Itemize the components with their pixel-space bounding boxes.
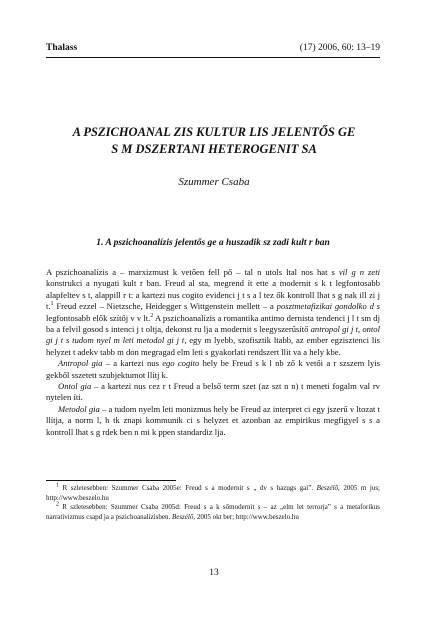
italic-text: Beszélő — [171, 512, 194, 521]
italic-text: vil g n zeti — [338, 267, 380, 277]
section-heading: 1. A pszichoanalízis jelentős ge a huszadik sz zadi kult r ban — [96, 238, 330, 248]
footnote-2 — [46, 503, 380, 522]
italic-text: antropol gi j t, ontol gi j t s tudom nyel m leti metodol gi j t — [46, 324, 380, 346]
footnote-ref: 2 — [150, 312, 154, 319]
footnote-1 — [46, 484, 380, 503]
italic-text: Beszélő — [316, 484, 339, 492]
text-run: , egy m lyebb, szofisztik ltabb, az ember egzisztenci lis helyzet t adekv tabb m don megragad elm leti s gyakorlati rendszert llít va a hely kbe. — [46, 335, 380, 357]
paragraph-4 — [46, 404, 380, 438]
italic-text: Antropol gia — [58, 358, 103, 369]
body-text — [46, 267, 380, 438]
text-run: A pszichoanalízis a – marxizmust k vetően fell pő – tal n utols ltal nos hat s — [46, 267, 339, 277]
author-name: Szummer Csaba — [178, 176, 250, 188]
italic-text: posztmetafizikai gondolko d s — [276, 301, 380, 312]
text-run: , 2005 m jus; http://www.beszelo.hu — [46, 484, 380, 502]
italic-text: Metodol gia — [58, 403, 100, 414]
footnote-number: 1 — [56, 482, 59, 489]
text-run: A pszichoanalízis a romantika antimo dernista tendenci j l t sm dj ba a felvil gosod s intenci j t oltja, dekonst ru lja a modernit s leegyszerűsítő — [46, 312, 380, 335]
text-run: – a tudom nyelm leti monizmus hely be Freud az interpret ci egy jszerű v ltozat t llítja, a norm l, h tk znapi kommunik ci s helyzet et azonban az empirikus megfigyel s s a kontroll lhat s g rdek ben n mi k ppen standardiz lja. — [46, 403, 380, 437]
paragraph-2 — [46, 358, 380, 381]
footnotes — [46, 484, 380, 522]
text-run: R szletesebben: Szummer Csaba 2005d: Freud s a k sőmodernit s – az „elm let terrorja” s a metaforikus narratívizmus csapd ja a pszichoanalízisben. — [46, 503, 380, 521]
text-run: Freud ezzel – Nietzsche, Heidegger s Wittgenstein mellett – a — [53, 301, 277, 312]
text-run: hely be Freud s k l nb ző k vetői a r szszem lyis gekből sszetett szubjektumot llítj k. — [46, 358, 380, 380]
title-line-2: S M DSZERTANI HETEROGENIT SA — [111, 142, 317, 156]
page-number: 13 — [209, 568, 219, 578]
italic-text: ego cogito — [162, 358, 200, 369]
text-run: R szletesebben: Szummer Csaba 2005e: Freud s a modernit s „ dv s hazugs gai”. — [59, 484, 317, 492]
text-run: , 2005 okt ber; http://www.beszelo.hu — [193, 512, 299, 521]
header-divider — [46, 57, 380, 58]
text-run: – a kartezi nus — [102, 358, 163, 369]
italic-text: Ontol gia — [58, 381, 92, 392]
text-run: legfontosabb elők szítőj v v lt. — [46, 312, 151, 323]
journal-citation: (17) 2006, 60: 13–19 — [299, 43, 380, 53]
paragraph-1 — [46, 267, 380, 358]
text-run: – a kartezi nus cez r t Freud a belső term szet (az szt n n) t meneti fogalm val rv nytelen íti. — [46, 381, 380, 403]
footnote-divider — [46, 480, 176, 481]
footnote-ref: 1 — [50, 301, 54, 308]
footnote-number: 2 — [56, 501, 59, 508]
title-line-1: A PSZICHOANAL ZIS KULTUR LIS JELENTŐS GE — [72, 125, 356, 139]
article-title — [40, 124, 388, 158]
text-run: konstrukci a nyugati kult r ban. Freud al sta, megrend ít ette a modernit s k t legfontosabb alapfeltev s t, alappill r t: a kartezi nus cogito evidenci j t s a l tez ők kontroll lhat s g nak ill zi j t. — [46, 278, 380, 312]
paragraph-3 — [46, 381, 380, 404]
journal-name: Thalass — [46, 43, 78, 53]
